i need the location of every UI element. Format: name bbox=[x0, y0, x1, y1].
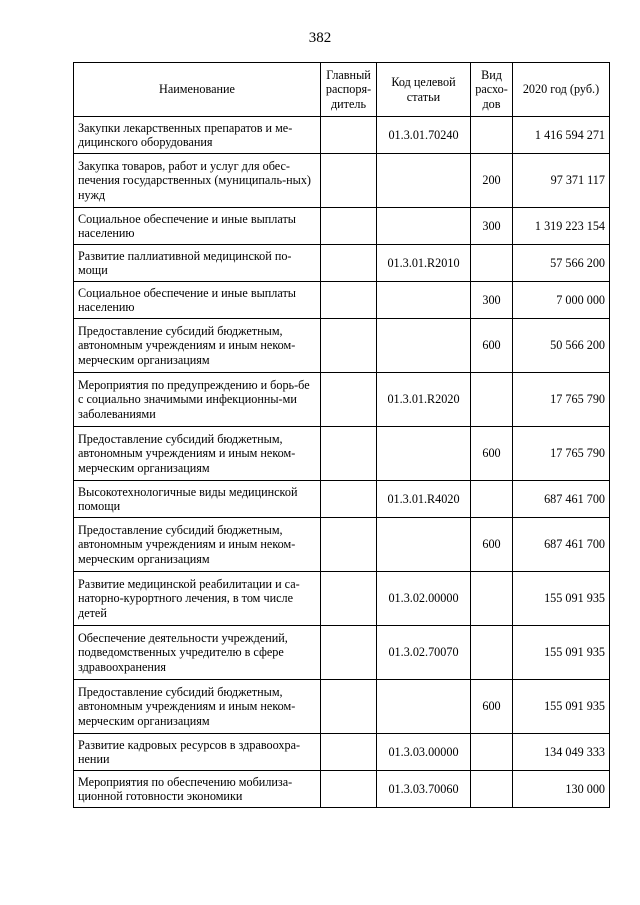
header-type: Вид расхо-дов bbox=[471, 63, 513, 117]
cell-code bbox=[377, 319, 471, 373]
cell-code: 01.3.02.00000 bbox=[377, 572, 471, 626]
header-code: Код целевой статьи bbox=[377, 63, 471, 117]
cell-code bbox=[377, 427, 471, 481]
cell-type bbox=[471, 245, 513, 282]
cell-name: Мероприятия по обеспечению мобилиза-ционной готовности экономики bbox=[74, 771, 321, 808]
cell-type: 200 bbox=[471, 154, 513, 208]
table-row bbox=[74, 481, 610, 518]
table-row bbox=[74, 734, 610, 771]
cell-amount: 1 319 223 154 bbox=[513, 208, 610, 245]
cell-admin bbox=[321, 518, 377, 572]
cell-type bbox=[471, 626, 513, 680]
cell-code bbox=[377, 680, 471, 734]
page-number: 382 bbox=[308, 30, 332, 46]
cell-admin bbox=[321, 117, 377, 154]
cell-type: 600 bbox=[471, 518, 513, 572]
cell-amount: 134 049 333 bbox=[513, 734, 610, 771]
table-header-row bbox=[74, 63, 610, 117]
cell-code: 01.3.03.00000 bbox=[377, 734, 471, 771]
cell-amount: 17 765 790 bbox=[513, 427, 610, 481]
cell-code: 01.3.02.70070 bbox=[377, 626, 471, 680]
cell-type bbox=[471, 373, 513, 427]
cell-type: 600 bbox=[471, 427, 513, 481]
cell-admin bbox=[321, 626, 377, 680]
cell-name: Социальное обеспечение и иные выплаты населению bbox=[74, 282, 321, 319]
header-amount: 2020 год (руб.) bbox=[513, 63, 610, 117]
table-row bbox=[74, 626, 610, 680]
header-admin: Главный распоря-дитель bbox=[321, 63, 377, 117]
cell-admin bbox=[321, 572, 377, 626]
cell-code: 01.3.01.R2010 bbox=[377, 245, 471, 282]
cell-name: Предоставление субсидий бюджетным, автономным учреждениям и иным неком-мерческим организациям bbox=[74, 319, 321, 373]
cell-name: Обеспечение деятельности учреждений, подведомственных учредителю в сфере здравоохранения bbox=[74, 626, 321, 680]
cell-name: Развитие паллиативной медицинской по-мощи bbox=[74, 245, 321, 282]
cell-code bbox=[377, 154, 471, 208]
cell-name: Предоставление субсидий бюджетным, автономным учреждениям и иным неком-мерческим организациям bbox=[74, 680, 321, 734]
table-row bbox=[74, 373, 610, 427]
cell-amount: 155 091 935 bbox=[513, 572, 610, 626]
cell-admin bbox=[321, 680, 377, 734]
cell-admin bbox=[321, 154, 377, 208]
cell-admin bbox=[321, 373, 377, 427]
table-row bbox=[74, 771, 610, 808]
cell-type: 600 bbox=[471, 319, 513, 373]
cell-amount: 7 000 000 bbox=[513, 282, 610, 319]
cell-name: Социальное обеспечение и иные выплаты населению bbox=[74, 208, 321, 245]
cell-name: Развитие кадровых ресурсов в здравоохра-нении bbox=[74, 734, 321, 771]
cell-admin bbox=[321, 282, 377, 319]
cell-amount: 17 765 790 bbox=[513, 373, 610, 427]
table-body bbox=[74, 117, 610, 808]
cell-amount: 130 000 bbox=[513, 771, 610, 808]
cell-amount: 50 566 200 bbox=[513, 319, 610, 373]
table-row bbox=[74, 572, 610, 626]
cell-code: 01.3.01.R2020 bbox=[377, 373, 471, 427]
cell-type bbox=[471, 734, 513, 771]
table-row bbox=[74, 282, 610, 319]
cell-admin bbox=[321, 427, 377, 481]
cell-code: 01.3.01.70240 bbox=[377, 117, 471, 154]
header-name: Наименование bbox=[74, 63, 321, 117]
cell-type: 600 bbox=[471, 680, 513, 734]
cell-admin bbox=[321, 319, 377, 373]
cell-amount: 57 566 200 bbox=[513, 245, 610, 282]
cell-code bbox=[377, 208, 471, 245]
cell-amount: 1 416 594 271 bbox=[513, 117, 610, 154]
cell-admin bbox=[321, 245, 377, 282]
cell-amount: 155 091 935 bbox=[513, 680, 610, 734]
cell-name: Предоставление субсидий бюджетным, автономным учреждениям и иным неком-мерческим организациям bbox=[74, 427, 321, 481]
cell-type bbox=[471, 117, 513, 154]
cell-type: 300 bbox=[471, 208, 513, 245]
cell-amount: 155 091 935 bbox=[513, 626, 610, 680]
cell-amount: 687 461 700 bbox=[513, 481, 610, 518]
table-row bbox=[74, 154, 610, 208]
cell-admin bbox=[321, 734, 377, 771]
cell-code: 01.3.01.R4020 bbox=[377, 481, 471, 518]
cell-code: 01.3.03.70060 bbox=[377, 771, 471, 808]
cell-admin bbox=[321, 771, 377, 808]
cell-admin bbox=[321, 208, 377, 245]
cell-name: Высокотехнологичные виды медицинской помощи bbox=[74, 481, 321, 518]
cell-code bbox=[377, 518, 471, 572]
table-row bbox=[74, 208, 610, 245]
table-row bbox=[74, 245, 610, 282]
cell-type: 300 bbox=[471, 282, 513, 319]
table-row bbox=[74, 680, 610, 734]
table-row bbox=[74, 427, 610, 481]
table-row bbox=[74, 319, 610, 373]
cell-code bbox=[377, 282, 471, 319]
cell-name: Предоставление субсидий бюджетным, автономным учреждениям и иным неком-мерческим организациям bbox=[74, 518, 321, 572]
cell-name: Развитие медицинской реабилитации и са-наторно-курортного лечения, в том числе детей bbox=[74, 572, 321, 626]
budget-table bbox=[73, 62, 610, 808]
cell-name: Мероприятия по предупреждению и борь-бе с социально значимыми инфекционны-ми заболеваниями bbox=[74, 373, 321, 427]
cell-type bbox=[471, 771, 513, 808]
cell-name: Закупки лекарственных препаратов и ме-дицинского оборудования bbox=[74, 117, 321, 154]
table-row bbox=[74, 518, 610, 572]
table-row bbox=[74, 117, 610, 154]
cell-amount: 97 371 117 bbox=[513, 154, 610, 208]
cell-admin bbox=[321, 481, 377, 518]
cell-type bbox=[471, 572, 513, 626]
cell-name: Закупка товаров, работ и услуг для обес-печения государственных (муниципаль-ных) нужд bbox=[74, 154, 321, 208]
cell-type bbox=[471, 481, 513, 518]
cell-amount: 687 461 700 bbox=[513, 518, 610, 572]
